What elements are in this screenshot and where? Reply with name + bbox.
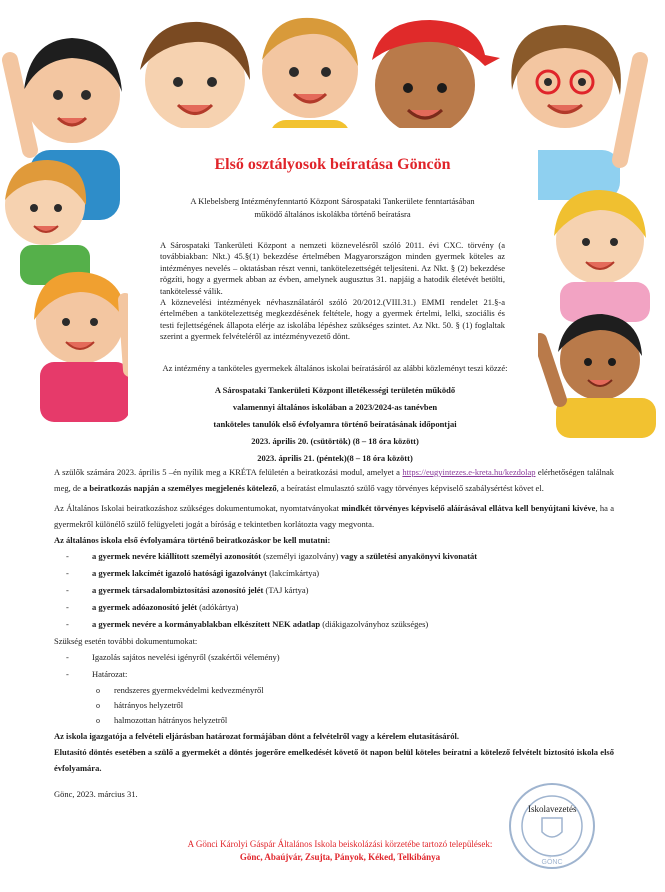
kid-right-lower xyxy=(540,314,656,438)
list-item: - Határozat: xyxy=(66,666,614,683)
doc-item-normal: (adókártya) xyxy=(197,602,239,612)
kreta-text-c: , a beíratást elmulasztó szülő vagy törvényes képviselő szabálysértést követ el. xyxy=(276,483,544,493)
page-title: Első osztályosok beíratása Göncön xyxy=(214,156,451,173)
intro-line-2: működő általános iskolákba történő beíratásra xyxy=(254,209,411,219)
doc-item-normal: (személyi igazolvány) xyxy=(261,551,341,561)
list-item: o halmozottan hátrányos helyzetről xyxy=(96,713,614,728)
decision-2 xyxy=(54,744,614,776)
announcement: Az intézmény a tanköteles gyermekek általános iskolai beíratásáról az alábbi közleményt teszi közzé: xyxy=(162,363,508,373)
list-item: - Igazolás sajátos nevelési igényről (szakértői vélemény) xyxy=(66,649,614,666)
doc-item-normal: (diákigazolványhoz szükséges) xyxy=(320,619,429,629)
place-date: Gönc, 2023. március 31. xyxy=(54,789,138,799)
doc-item-normal: (lakcímkártya) xyxy=(266,568,320,578)
date-1: 2023. április 20. (csütörtök) (8 – 18 óra között) xyxy=(251,436,419,446)
resolution-sub-list xyxy=(96,683,614,728)
docs-heading xyxy=(54,532,614,548)
decision-2-text: Elutasító döntés esetében a szülő a gyermekét a döntés jogerőre emelkedését követő öt napon belül köteles beíratni a kötelező felvételt biztosító iskola első évfolyamára. xyxy=(54,747,614,773)
doc-item-bold: a gyermek adóazonosító jelét xyxy=(92,602,198,612)
footer xyxy=(60,838,620,864)
docs-heading-text: Az általános iskola első évfolyamára történő beiratkozáskor be kell mutatni: xyxy=(54,535,331,545)
list-item xyxy=(66,565,614,582)
extra-heading: Szükség esetén további dokumentumokat: xyxy=(54,636,198,646)
list-item xyxy=(66,548,614,565)
kid-left-middle xyxy=(5,160,90,285)
doc-item-bold-2: vagy a születési anyakönyvi kivonatát xyxy=(340,551,478,561)
legal-paragraph-2: A köznevelési intézmények névhasználatáról szóló 20/2012.(VIII.31.) EMMI rendelet 21.§-a értelmében a tankötelezettség megkezdésének feltétele, hogy a gyermek értelmi, lelki, szociális és testi fejlettségének állapota elérje az iskolába lépéshez szükséges szintet. Az Nkt. 50. § (1) foglaltak szerint a gyermek felvételéről az intézményvezető dönt. xyxy=(160,297,505,342)
list-item: o rendszeres gyermekvédelmi kedvezményről xyxy=(96,683,614,698)
paragraph-documents xyxy=(54,500,614,532)
kid-right-middle xyxy=(554,190,650,322)
kreta-link[interactable]: https://eugyintezes.e-kreta.hu/kezdolap xyxy=(402,467,536,477)
decision-1 xyxy=(54,728,614,744)
doc-item-bold: a gyermek lakcímét igazoló hatósági igazolványt xyxy=(92,568,267,578)
list-item xyxy=(66,582,614,599)
list-item xyxy=(66,599,614,616)
intro-text xyxy=(160,195,505,221)
docs-text-bold: mindkét törvényes képviselő aláírásával ellátva kell benyújtani kivéve xyxy=(341,503,596,513)
stamp-text: GÖNC xyxy=(541,859,563,866)
doc-item-bold: a gyermek nevére a kormányablakban elkészített NEK adatlap xyxy=(92,619,321,629)
doc-item-bold: a gyermek nevére kiállított személyi azonosítót xyxy=(92,551,262,561)
kreta-text-bold: a beiratkozás napján a személyes megjelenés kötelező xyxy=(83,483,277,493)
kreta-text-a: A szülők számára 2023. április 5 –én nyílik meg a KRÉTA felületén a beiratkozási modul, amelyet a xyxy=(54,467,403,477)
doc-item-normal: (TAJ kártya) xyxy=(263,585,309,595)
doc-item-bold: a gyermek társadalombiztosítási azonosító jelét xyxy=(92,585,264,595)
required-documents-list xyxy=(66,548,614,633)
decision-1-text: Az iskola igazgatója a felvételi eljárásban határozat formájában dönt a felvételről vagy a kérelem elutasításáról. xyxy=(54,731,460,741)
paragraph-kreta xyxy=(54,464,614,496)
extra-documents-list xyxy=(66,649,614,683)
enrollment-dates xyxy=(150,382,520,467)
legal-text xyxy=(160,240,505,343)
list-item: o hátrányos helyzetről xyxy=(96,698,614,713)
signature-label: Iskolavezetés xyxy=(528,804,577,814)
docs-text-c: , ha a gyermekről különélő szülő felügyeleti jogát a bíróság e tekintetben korlátozta vagy megvonta. xyxy=(54,503,614,529)
dates-line-1: A Sárospataki Tankerületi Központ illetékességi területén működő xyxy=(214,385,456,395)
footer-line-1: A Gönci Károlyi Gáspár Általános Iskola beiskolázási körzetébe tartozó települések: xyxy=(187,839,493,849)
kid-left-lower xyxy=(34,272,130,422)
list-item xyxy=(66,616,614,633)
docs-text-a: Az Általános Iskolai beiratkozáshoz szükséges dokumentumokat, nyomtatványokat xyxy=(54,503,342,513)
date-2: 2023. április 21. (péntek)(8 – 18 óra között) xyxy=(257,453,413,463)
intro-line-1: A Klebelsberg Intézményfenntartó Központ Sárospataki Tankerülete fenntartásában xyxy=(190,196,475,206)
legal-paragraph-1: A Sárospataki Tankerületi Központ a nemzeti köznevelésről szóló 2011. évi CXC. törvény (a továbbiakban: Nkt.) 45.§(1) bekezdése értelmében Magyarországon minden gyermek köteles az intézményes nevelés – oktatásban részt venni, tankötelezettségét teljesíteni. Az Nkt. § (2) bekezdése rögzíti, hogy a gyermek abban az évben, amelynek augusztus 31. napjáig a hatodik életévét betölti, tankötelessé válik. xyxy=(160,240,505,296)
footer-towns: Gönc, Abaújvár, Zsujta, Pányok, Kéked, Telkibánya xyxy=(239,852,441,862)
dates-line-2: valamennyi általános iskolában a 2023/2024-as tanévben xyxy=(232,402,438,412)
dates-line-3: tanköteles tanulók első évfolyamra történő beíratásának időpontjai xyxy=(213,419,457,429)
main-body xyxy=(54,464,614,802)
kreta-text-b: elérhetőségen találnak meg, de xyxy=(54,467,614,493)
